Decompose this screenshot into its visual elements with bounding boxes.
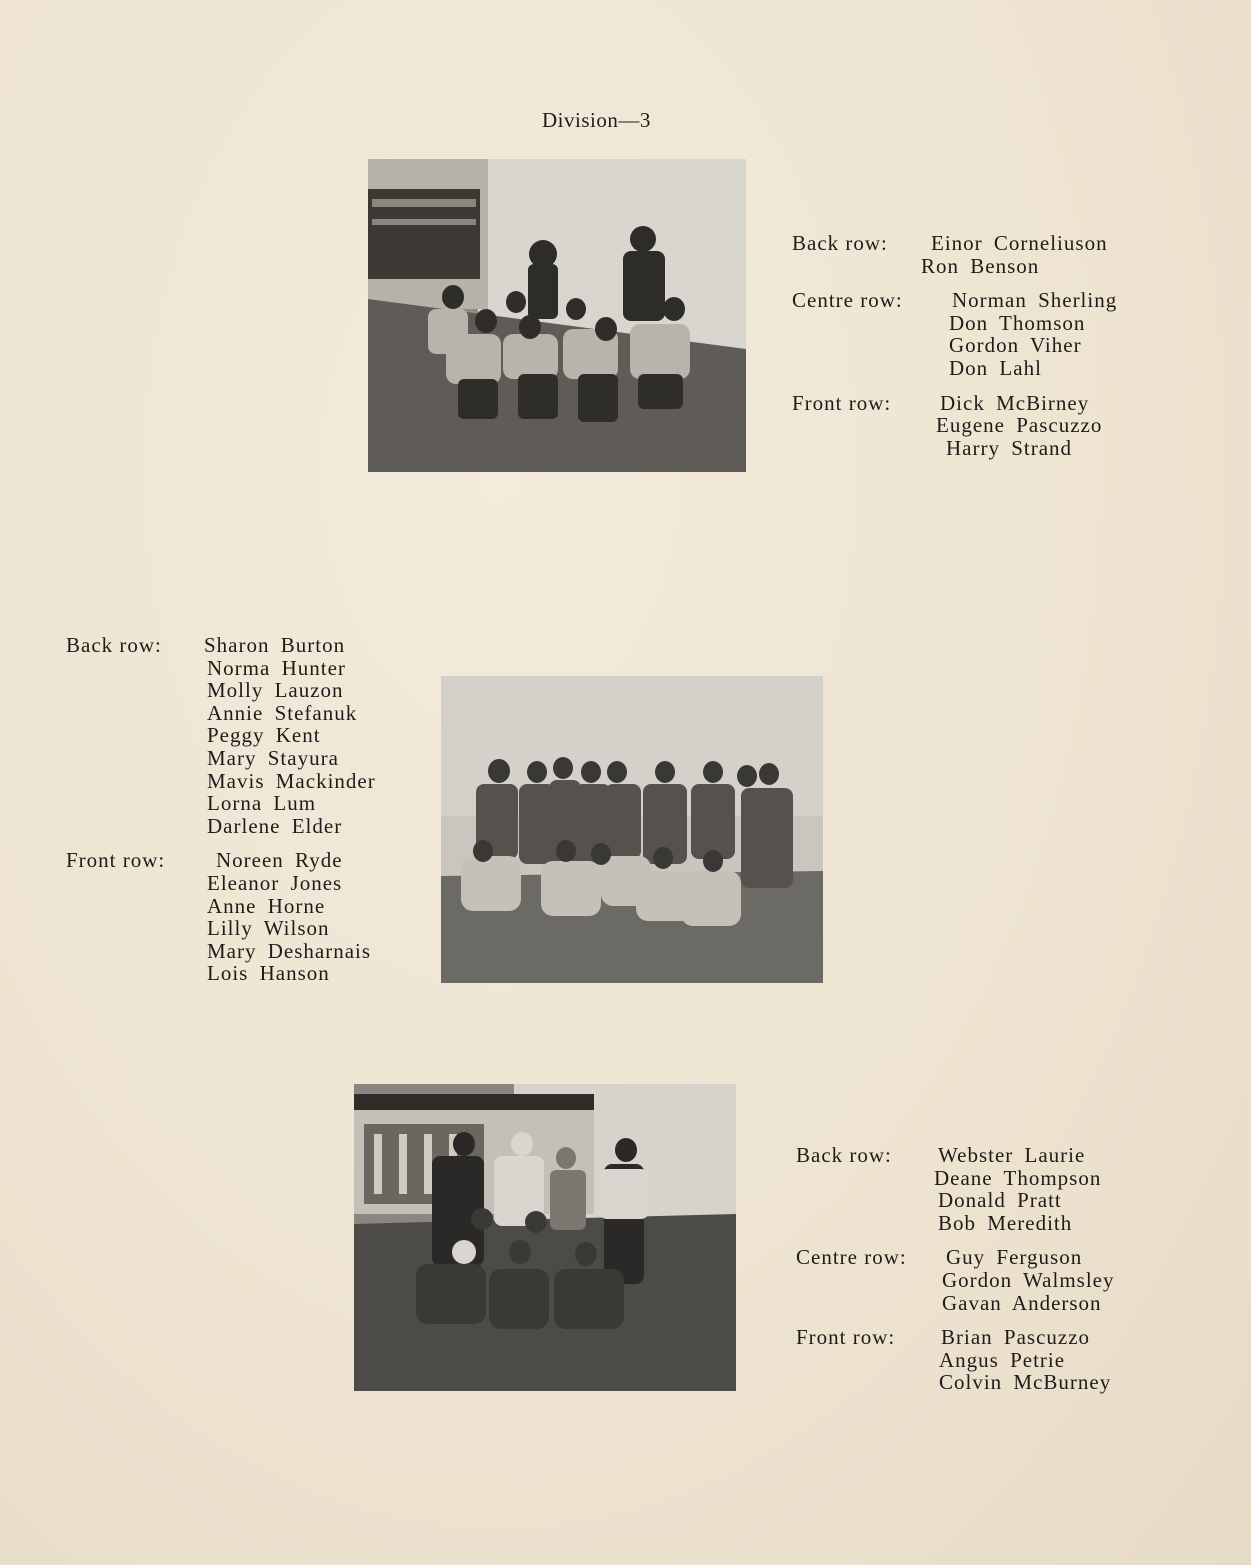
name-list: [941, 1326, 1111, 1394]
student-name: Mary Stayura: [207, 745, 339, 770]
student-name: Gavan Anderson: [942, 1290, 1102, 1315]
group-photo-2: [441, 676, 823, 983]
name-list: [936, 390, 1103, 460]
caption-row: [792, 289, 1117, 379]
row-label: Back row:: [792, 231, 888, 255]
caption-row: [796, 1326, 1115, 1394]
student-name: Don Thomson: [949, 310, 1086, 335]
student-name: Angus Petrie: [939, 1347, 1066, 1372]
student-name: Lilly Wilson: [207, 916, 330, 941]
caption-group-1: [792, 232, 1117, 471]
name-list: [204, 634, 376, 837]
student-name: Norma Hunter: [207, 655, 346, 680]
student-name: Brian Pascuzzo: [941, 1325, 1091, 1350]
student-name: Eleanor Jones: [207, 870, 343, 895]
student-name: Webster Laurie: [938, 1143, 1086, 1167]
student-name: Deane Thompson: [934, 1165, 1102, 1190]
row-label: Back row:: [66, 633, 162, 657]
student-name: Gordon Walmsley: [942, 1267, 1115, 1292]
row-label: Centre row:: [796, 1245, 907, 1270]
student-name: Peggy Kent: [207, 723, 321, 748]
caption-group-3: [796, 1144, 1115, 1406]
caption-row: [796, 1144, 1115, 1234]
student-name: Guy Ferguson: [946, 1245, 1083, 1270]
student-name: Molly Lauzon: [207, 678, 344, 703]
student-name: Ron Benson: [921, 253, 1040, 278]
student-name: Don Lahl: [949, 355, 1042, 380]
row-label: Front row:: [792, 390, 892, 415]
student-name: Mary Desharnais: [207, 938, 372, 963]
name-list: [949, 288, 1118, 380]
student-name: Norman Sherling: [952, 288, 1118, 313]
caption-row: [792, 392, 1117, 460]
caption-row: [792, 232, 1117, 277]
student-name: Noreen Ryde: [216, 848, 343, 873]
group-photo-1: [368, 159, 746, 472]
student-name: Annie Stefanuk: [207, 700, 358, 725]
student-name: Gordon Viher: [949, 333, 1082, 358]
name-list: [934, 1143, 1102, 1235]
caption-row: [796, 1246, 1115, 1314]
group-photo-3: [354, 1084, 736, 1391]
student-name: Darlene Elder: [207, 813, 343, 838]
name-list: [921, 231, 1108, 278]
student-name: Lois Hanson: [207, 961, 330, 986]
student-name: Sharon Burton: [204, 633, 346, 657]
page-title: Division—3: [542, 108, 651, 132]
caption-group-2: [66, 634, 376, 997]
student-name: Dick McBirney: [940, 390, 1090, 415]
student-name: Anne Horne: [207, 893, 326, 918]
student-name: Donald Pratt: [938, 1188, 1062, 1213]
student-name: Bob Meredith: [938, 1210, 1073, 1235]
name-list: [942, 1245, 1115, 1315]
student-name: Einor Corneliuson: [931, 231, 1108, 255]
name-list: [207, 848, 372, 986]
student-name: Harry Strand: [946, 435, 1073, 460]
row-label: Centre row:: [792, 288, 903, 313]
row-label: Front row:: [66, 848, 166, 873]
caption-row: [66, 849, 376, 985]
student-name: Colvin McBurney: [939, 1370, 1112, 1395]
student-name: Lorna Lum: [207, 791, 317, 816]
caption-row: [66, 634, 376, 837]
row-label: Back row:: [796, 1143, 892, 1167]
student-name: Eugene Pascuzzo: [936, 413, 1103, 438]
row-label: Front row:: [796, 1325, 896, 1350]
student-name: Mavis Mackinder: [207, 768, 376, 793]
